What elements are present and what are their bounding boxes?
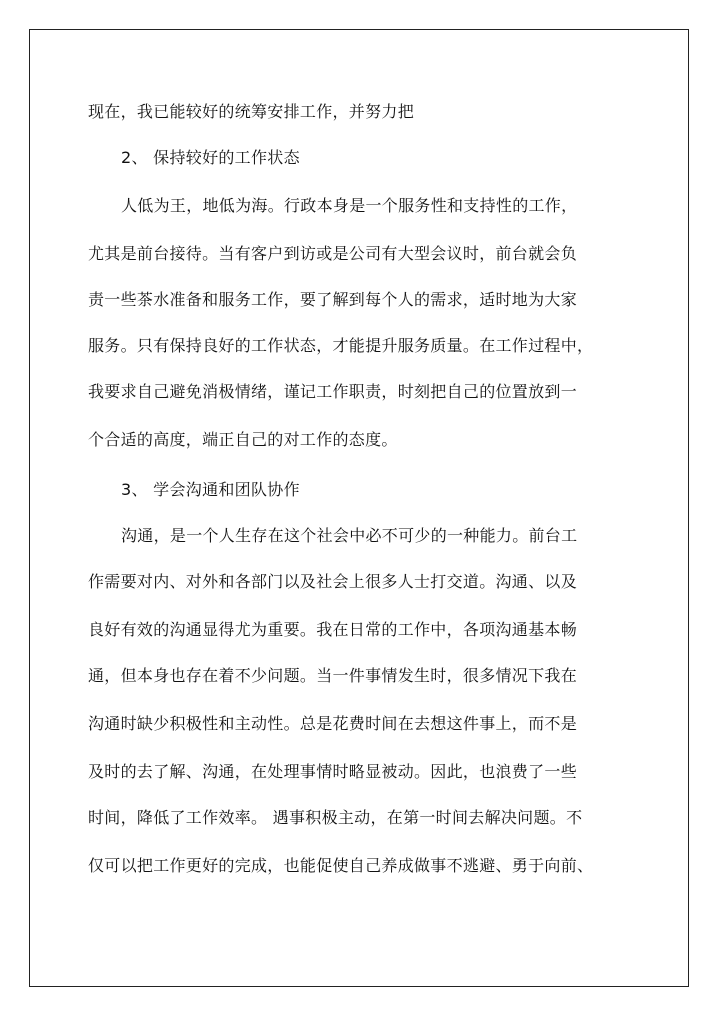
text-line: 个合适的高度，端正自己的对工作的态度。 xyxy=(88,430,398,449)
text-line: 沟通，是一个人生存在这个社会中必不可少的一种能力。前台工 xyxy=(121,526,578,545)
text-line: 人低为王，地低为海。行政本身是一个服务性和支持性的工作， xyxy=(121,196,578,215)
text-line: 我要求自己避免消极情绪，谨记工作职责，时刻把自己的位置放到一 xyxy=(88,382,578,401)
text-line: 责一些茶水准备和服务工作，要了解到每个人的需求，适时地为大家 xyxy=(88,290,578,309)
page-border xyxy=(29,29,689,987)
text-line: 时间，降低了工作效率。 遇事积极主动，在第一时间去解决问题。不 xyxy=(88,808,583,827)
text-line: 作需要对内、对外和各部门以及社会上很多人士打交道。沟通、以及 xyxy=(88,572,578,591)
text-line: 良好有效的沟通显得尤为重要。我在日常的工作中，各项沟通基本畅 xyxy=(88,620,578,639)
text-line: 现在，我已能较好的统筹安排工作，并努力把 xyxy=(88,102,415,121)
text-line: 尤其是前台接待。当有客户到访或是公司有大型会议时，前台就会负 xyxy=(88,244,578,263)
text-line: 仅可以把工作更好的完成，也能促使自己养成做事不逃避、勇于向前、 xyxy=(88,856,594,875)
text-line: 及时的去了解、沟通，在处理事情时略显被动。因此，也浪费了一些 xyxy=(88,762,578,781)
text-line: 通，但本身也存在着不少问题。当一件事情发生时，很多情况下我在 xyxy=(88,666,578,685)
text-line: 沟通时缺少积极性和主动性。总是花费时间在去想这件事上，而不是 xyxy=(88,714,578,733)
section-heading-2: 2、 保持较好的工作状态 xyxy=(121,148,300,167)
section-heading-3: 3、 学会沟通和团队协作 xyxy=(121,480,300,499)
text-line: 服务。只有保持良好的工作状态，才能提升服务质量。在工作过程中， xyxy=(88,336,594,355)
